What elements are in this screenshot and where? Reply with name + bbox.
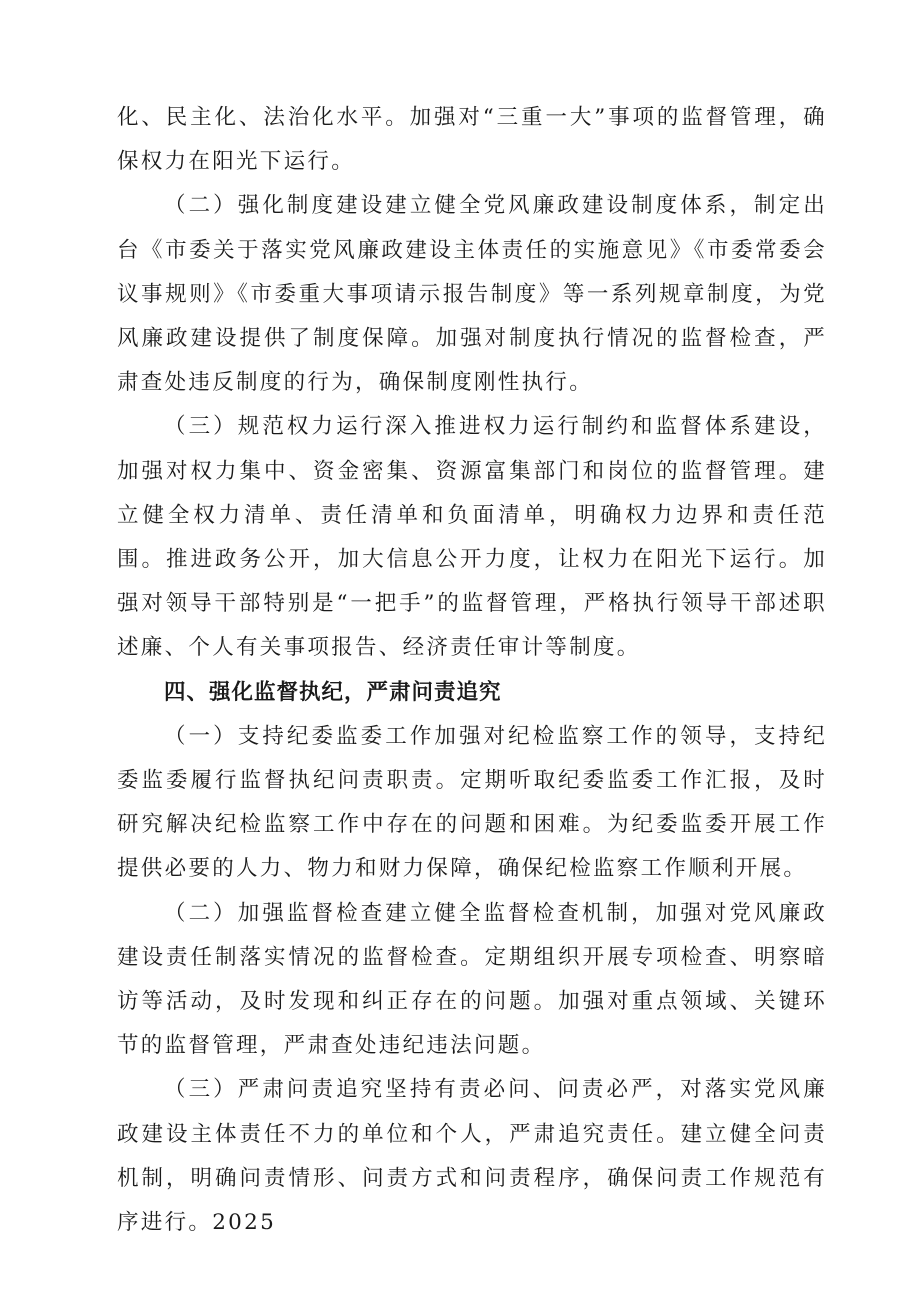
paragraph-power-regulation: （三）规范权力运行深入推进权力运行制约和监督体系建设，加强对权力集中、资金密集、资源富集部门和岗位的监督管理。建立健全权力清单、责任清单和负面清单，明确权力边界和责任范围。推进政务公开，加大信息公开力度，让权力在阳光下运行。加强对领导干部特别是“一把手”的监督管理，严格执行领导干部述职述廉、个人有关事项报告、经济责任审计等制度。 [117,414,827,661]
paragraph-institution-building: （二）强化制度建设建立健全党风廉政建设制度体系，制定出台《市委关于落实党风廉政建设主体责任的实施意见》《市委常委会议事规则》《市委重大事项请示报告制度》等一系列规章制度，为党风廉政建设提供了制度保障。加强对制度执行情况的监督检查，严肃查处违反制度的行为，确保制度刚性执行。 [117,193,827,396]
paragraph-accountability: （三）严肃问责追究坚持有责必问、问责必严，对落实党风廉政建设主体责任不力的单位和个人，严肃追究责任。建立健全问责机制，明确问责情形、问责方式和问责程序，确保问责工作规范有序进行。2025 [117,1077,827,1236]
section-heading: 四、强化监督执纪，严肃问责追究 [164,679,502,705]
document-page [117,96,827,1245]
paragraph-continuation: 化、民主化、法治化水平。加强对“三重一大”事项的监督管理，确保权力在阳光下运行。 [117,105,827,175]
paragraph-support-discipline-commission: （一）支持纪委监委工作加强对纪检监察工作的领导，支持纪委监委履行监督执纪问责职责。定期听取纪委监委工作汇报，及时研究解决纪检监察工作中存在的问题和困难。为纪委监委开展工作提供必要的人力、物力和财力保障，确保纪检监察工作顺利开展。 [117,723,827,882]
paragraph-supervision-inspection: （二）加强监督检查建立健全监督检查机制，加强对党风廉政建设责任制落实情况的监督检查。定期组织开展专项检查、明察暗访等活动，及时发现和纠正存在的问题。加强对重点领域、关键环节的监督管理，严肃查处违纪违法问题。 [117,900,827,1059]
